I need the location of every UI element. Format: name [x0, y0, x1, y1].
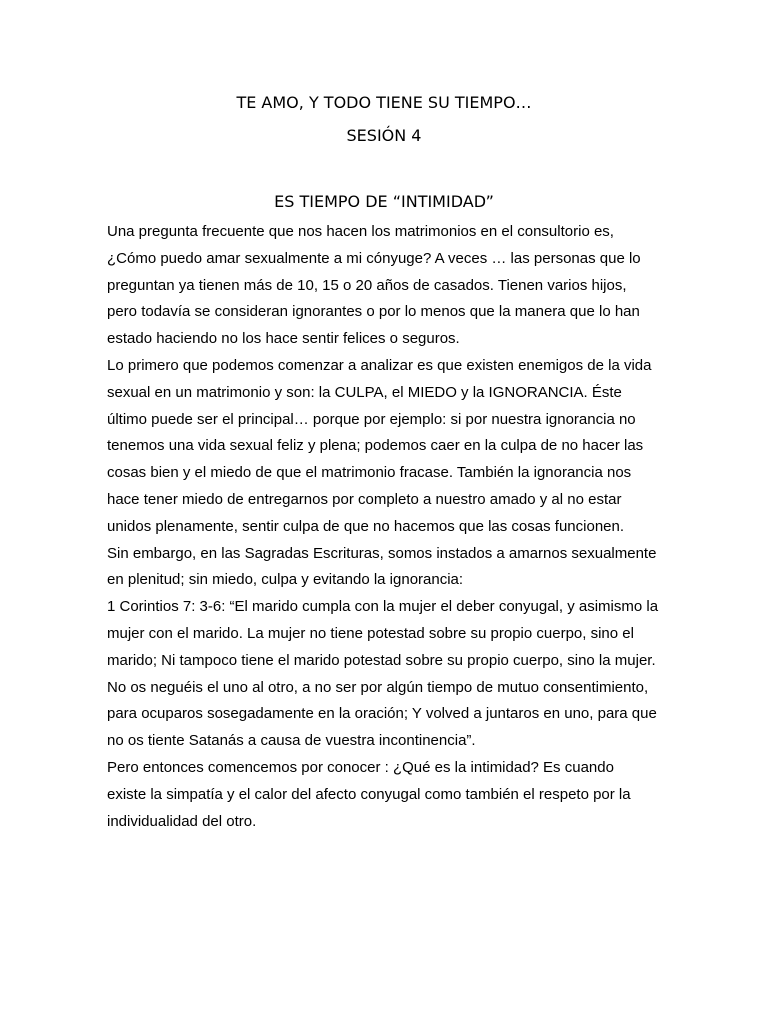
- body-line: sexual en un matrimonio y son: la CULPA, el MIEDO y la IGNORANCIA. Éste: [107, 383, 622, 401]
- body-line: Sin embargo, en las Sagradas Escrituras, somos instados a amarnos sexualmente: [107, 544, 657, 562]
- body-line: cosas bien y el miedo de que el matrimonio fracase. También la ignorancia nos: [107, 464, 632, 482]
- body-line: último puede ser el principal… porque por ejemplo: si por nuestra ignorancia no: [107, 410, 636, 428]
- body-line: mujer con el marido. La mujer no tiene potestad sobre su propio cuerpo, sino el: [107, 624, 634, 642]
- body-line: tenemos una vida sexual feliz y plena; podemos caer en la culpa de no hacer las: [107, 437, 644, 455]
- body-line: no os tiente Satanás a causa de vuestra incontinencia”.: [107, 732, 476, 750]
- body-line: No os neguéis el uno al otro, a no ser por algún tiempo de mutuo consentimiento,: [107, 678, 649, 696]
- body-line: en plenitud; sin miedo, culpa y evitando la ignorancia:: [107, 571, 464, 589]
- body-line: Lo primero que podemos comenzar a analizar es que existen enemigos de la vida: [107, 356, 652, 374]
- body-line: Una pregunta frecuente que nos hacen los matrimonios en el consultorio es,: [107, 223, 614, 240]
- body-line: ¿Cómo puedo amar sexualmente a mi cónyuge? A veces … las personas que lo: [107, 249, 641, 267]
- body-line: unidos plenamente, sentir culpa de que no hacemos que las cosas funcionen.: [107, 517, 625, 535]
- body-line: 1 Corintios 7: 3-6: “El marido cumpla con la mujer el deber conyugal, y asimismo la: [107, 598, 659, 616]
- body-line: individualidad del otro.: [107, 812, 257, 830]
- body-text: [107, 219, 707, 835]
- section-heading: ES TIEMPO DE “INTIMIDAD”: [274, 192, 494, 211]
- body-line: hace tener miedo de entregarnos por completo a nuestro amado y al no estar: [107, 490, 622, 508]
- body-line: Pero entonces comencemos por conocer : ¿Qué es la intimidad? Es cuando: [107, 758, 614, 776]
- body-line: estado haciendo no los hace sentir felices o seguros.: [107, 330, 460, 348]
- body-line: pero todavía se consideran ignorantes o por lo menos que la manera que lo han: [107, 303, 640, 321]
- body-line: para ocuparos sosegadamente en la oración; Y volved a juntaros en uno, para que: [107, 705, 657, 723]
- body-line: existe la simpatía y el calor del afecto conyugal como también el respeto por la: [107, 785, 631, 803]
- body-line: marido; Ni tampoco tiene el marido potestad sobre su propio cuerpo, sino la mujer.: [107, 651, 656, 669]
- document-title: TE AMO, Y TODO TIENE SU TIEMPO…: [236, 93, 532, 112]
- body-line: preguntan ya tienen más de 10, 15 o 20 años de casados. Tienen varios hijos,: [107, 276, 627, 294]
- session-subtitle: SESIÓN 4: [346, 126, 422, 145]
